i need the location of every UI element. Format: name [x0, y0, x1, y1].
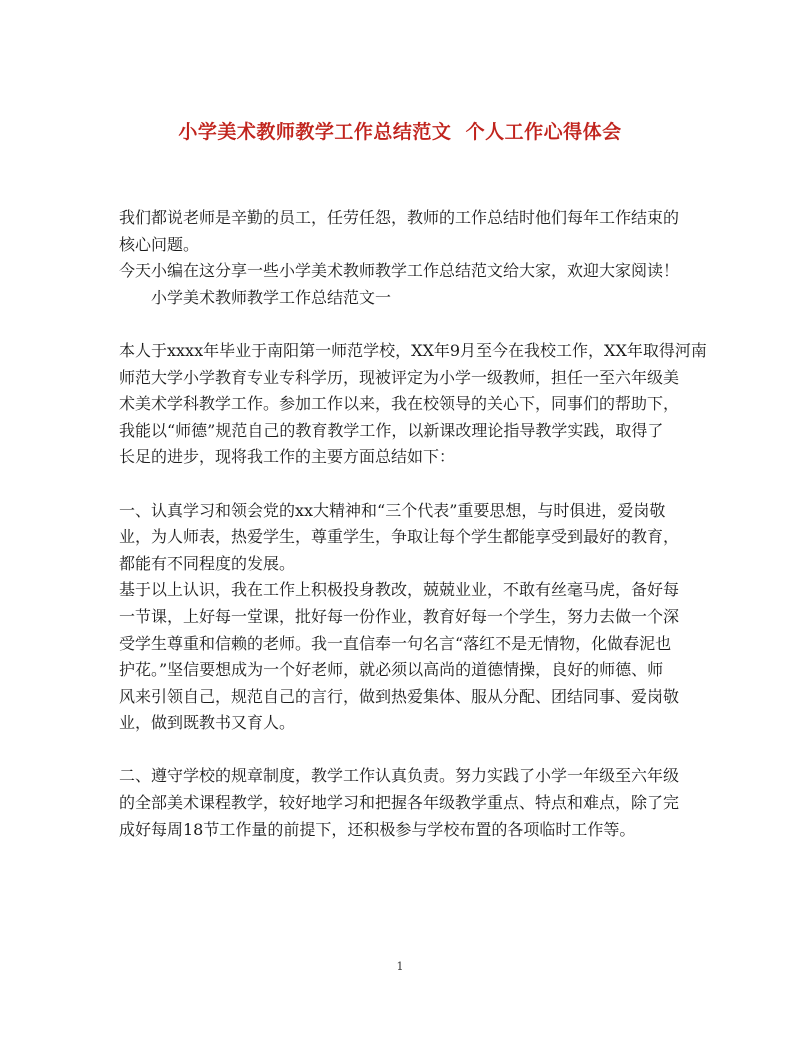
paragraph-line: 护花。”坚信要想成为一个好老师，就必须以高尚的道德情操，良好的师德、师 [119, 660, 664, 680]
paragraph-gap [119, 311, 679, 338]
paragraph-line: 核心问题。 [119, 234, 200, 254]
paragraph-gap [119, 471, 679, 498]
document-body [119, 205, 707, 843]
paragraph-line: 二、遵守学校的规章制度，教学工作认真负责。努力实践了小学一年级至六年级 [119, 766, 680, 786]
paragraph-line: 本人于xxxx年毕业于南阳第一师范学校，XX年9月至今在我校工作，XX年取得河南 [119, 340, 707, 360]
page-number: 1 [396, 960, 404, 973]
paragraph-line: 业，为人师表，热爱学生，尊重学生，争取让每个学生都能享受到最好的教育， [119, 527, 680, 547]
paragraph-line: 一、认真学习和领会党的xx大精神和“三个代表”重要思想，与时俱进，爱岗敬 [119, 500, 666, 520]
paragraph-line: 成好每周18节工作量的前提下，还积极参与学校布置的各项临时工作等。 [119, 819, 636, 839]
paragraph-line: 术美术学科教学工作。参加工作以来，我在校领导的关心下，同事们的帮助下， [119, 394, 680, 414]
paragraph-line: 风来引领自己，规范自己的言行，做到热爱集体、服从分配、团结同事、爱岗敬 [119, 686, 680, 706]
paragraph-line: 的全部美术课程教学，较好地学习和把握各年级教学重点、特点和难点，除了完 [119, 793, 680, 813]
paragraph-line: 一节课，上好每一堂课，批好每一份作业，教育好每一个学生，努力去做一个深 [119, 606, 680, 626]
paragraph-line: 业，做到既教书又育人。 [119, 713, 296, 733]
paragraph-line: 我们都说老师是辛勤的员工，任劳任怨，教师的工作总结时他们每年工作结束的 [119, 208, 680, 227]
paragraph-gap [119, 737, 679, 764]
section-subtitle: 小学美术教师教学工作总结范文一 [151, 287, 392, 307]
paragraph-line: 长足的进步，现将我工作的主要方面总结如下： [119, 447, 456, 467]
paragraph-line: 受学生尊重和信赖的老师。我一直信奉一句名言“落红不是无情物，化做春泥也 [119, 633, 672, 653]
paragraph-line: 我能以“师德”规范自己的教育教学工作，以新课改理论指导教学实践，取得了 [119, 420, 664, 440]
paragraph-line: 都能有不同程度的发展。 [119, 553, 296, 573]
paragraph-line: 师范大学小学教育专业专科学历，现被评定为小学一级教师，担任一至六年级美 [119, 367, 680, 387]
paragraph-line: 基于以上认识，我在工作上积极投身教改，兢兢业业，不敢有丝毫马虎，备好每 [119, 580, 680, 600]
paragraph-line: 今天小编在这分享一些小学美术教师教学工作总结范文给大家，欢迎大家阅读！ [119, 261, 680, 281]
document-title: 小学美术教师教学工作总结范文 个人工作心得体会 [178, 121, 622, 143]
